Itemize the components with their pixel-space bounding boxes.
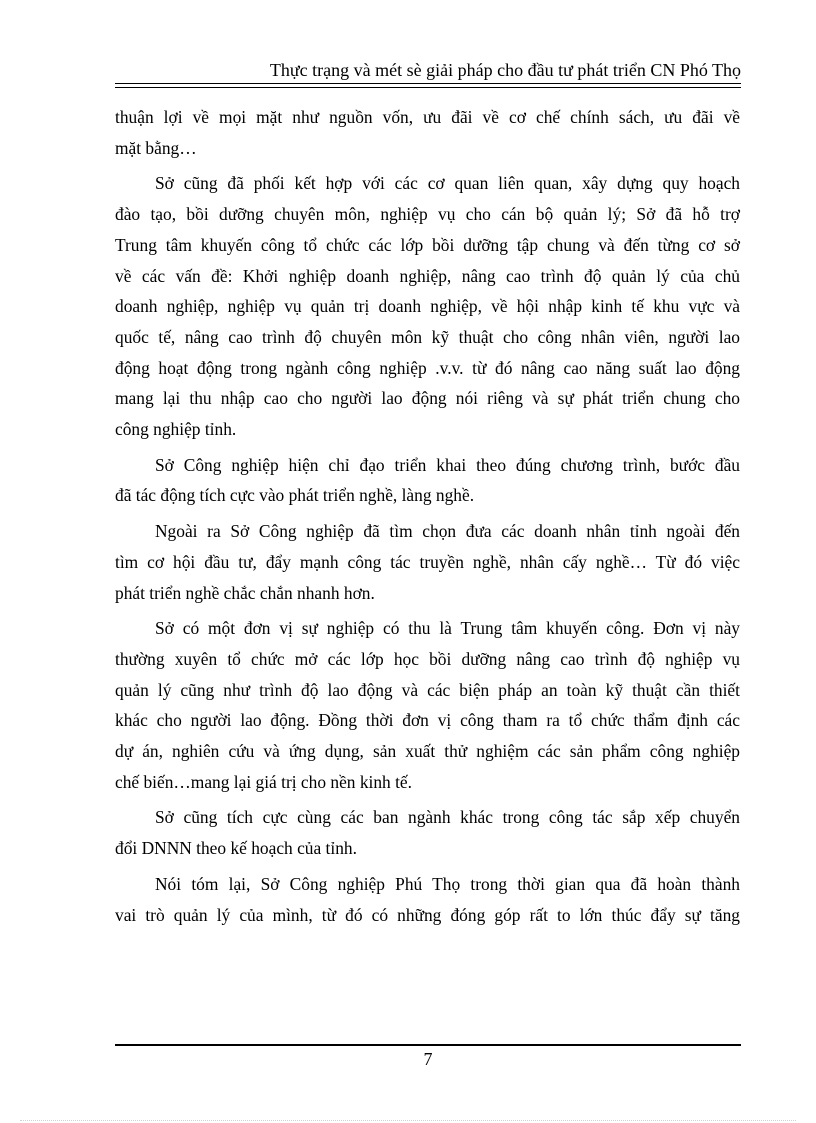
text-line: phát triển nghề chắc chắn nhanh hơn. [115, 582, 375, 603]
text-line: dự án, nghiên cứu và ứng dụng, sản xuất thử nghiệm các sản phẩm công nghiệp [115, 741, 740, 762]
text-line: khác cho người lao động. Đồng thời đơn vị công tham ra tổ chức thẩm định các [115, 710, 740, 731]
paragraph [115, 516, 740, 608]
text-line: động hoạt động trong ngành công nghiệp .v.v. từ đó nâng cao năng suất lao động [115, 357, 740, 378]
text-line: Sở có một đơn vị sự nghiệp có thu là Trung tâm khuyến công. Đơn vị này [155, 618, 740, 639]
text-line: doanh nghiệp, nghiệp vụ quản trị doanh nghiệp, về hội nhập kinh tế khu vực và [115, 296, 740, 317]
page-bottom-edge [20, 1120, 796, 1121]
paragraph [115, 450, 740, 511]
text-line: chế biến…mang lại giá trị cho nền kinh tế. [115, 771, 412, 792]
text-line: mang lại thu nhập cao cho người lao động nói riêng và sự phát triển chung cho [115, 388, 740, 409]
paragraph-continuation [115, 102, 740, 163]
page-number: 7 [423, 1049, 433, 1069]
paragraph [115, 613, 740, 797]
paragraph [115, 802, 740, 863]
text-line: quốc tế, nâng cao trình độ chuyên môn kỹ thuật cho công nhân viên, người lao [115, 326, 740, 347]
text-line: thuận lợi về mọi mặt như nguồn vốn, ưu đãi về cơ chế chính sách, ưu đãi về [115, 107, 740, 127]
text-line: Sở cũng tích cực cùng các ban ngành khác trong công tác sắp xếp chuyển [155, 807, 740, 828]
text-line: quản lý cũng như trình độ lao động và các biện pháp an toàn kỹ thuật cần thiết [115, 679, 740, 700]
body-text [115, 102, 740, 935]
text-line: Sở cũng đã phối kết hợp với các cơ quan liên quan, xây dựng quy hoạch [155, 173, 740, 194]
footer-rule [115, 1044, 741, 1046]
text-line: Sở Công nghiệp hiện chỉ đạo triển khai theo đúng chương trình, bước đầu [155, 454, 740, 475]
text-line: về các vấn đề: Khởi nghiệp doanh nghiệp, nâng cao trình độ quản lý của chủ [115, 265, 740, 286]
text-line: đã tác động tích cực vào phát triển nghề, làng nghề. [115, 485, 475, 506]
paragraph [115, 869, 740, 930]
text-line: đổi DNNN theo kế hoạch của tỉnh. [115, 838, 357, 859]
text-line: công nghiệp tỉnh. [115, 419, 237, 440]
header-double-rule [115, 83, 741, 88]
paragraph [115, 168, 740, 444]
text-line: Trung tâm khuyến công tổ chức các lớp bồi dưỡng tập chung và đến từng cơ sở [115, 234, 740, 255]
text-line: mặt bằng… [115, 137, 197, 158]
text-line: Ngoài ra Sở Công nghiệp đã tìm chọn đưa các doanh nhân tỉnh ngoài đến [155, 521, 740, 542]
text-line: thường xuyên tổ chức mở các lớp học bồi dưỡng nâng cao trình độ nghiệp vụ [115, 648, 740, 669]
text-line: vai trò quản lý của mình, từ đó có những đóng góp rất to lớn thúc đẩy sự tăng [115, 904, 740, 925]
text-line: tìm cơ hội đầu tư, đẩy mạnh công tác truyền nghề, nhân cấy nghề… Từ đó việc [115, 551, 740, 572]
text-line: đào tạo, bồi dưỡng chuyên môn, nghiệp vụ cho cán bộ quản lý; Sở đã hỗ trợ [115, 204, 740, 225]
running-header-title: Thực trạng và mét sè giải pháp cho đầu tư phát triển CN Phó Thọ [269, 60, 741, 80]
text-line: Nói tóm lại, Sở Công nghiệp Phú Thọ trong thời gian qua đã hoàn thành [155, 873, 740, 894]
